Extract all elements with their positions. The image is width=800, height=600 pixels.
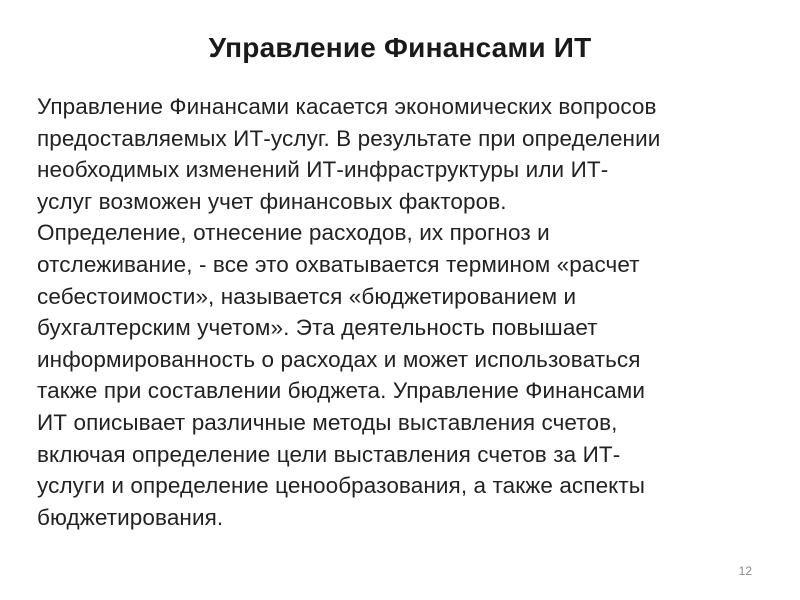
- text-line: Управление Финансами касается экономических вопросов: [37, 94, 657, 119]
- slide-body: [37, 91, 777, 533]
- text-line: необходимых изменений ИТ-инфраструктуры или ИТ-: [37, 157, 609, 183]
- text-line: услуги и определение ценообразования, а также аспекты: [37, 473, 646, 499]
- text-line: информированность о расходах и может использоваться: [37, 346, 641, 372]
- text-line: ИТ описывает различные методы выставления счетов,: [37, 409, 618, 435]
- text-line: бухгалтерским учетом». Эта деятельность повышает: [37, 315, 598, 341]
- text-line: предоставляемых ИТ-услуг. В результате при определении: [37, 125, 661, 151]
- text-line: услуг возможен учет финансовых факторов.: [37, 188, 507, 214]
- text-line: себестоимости», называется «бюджетированием и: [37, 283, 577, 309]
- text-line: также при составлении бюджета. Управление Финансами: [37, 378, 646, 404]
- slide-title: Управление Финансами ИТ: [208, 32, 592, 63]
- text-line: Определение, отнесение расходов, их прогноз и: [37, 220, 550, 246]
- text-line: бюджетирования.: [37, 504, 224, 530]
- paragraph-1: [37, 91, 777, 217]
- page-number: 12: [738, 564, 752, 578]
- text-line: отслеживание, - все это охватывается термином «расчет: [37, 251, 640, 277]
- paragraph-2: [37, 217, 777, 533]
- text-line: включая определение цели выставления счетов за ИТ-: [37, 441, 621, 467]
